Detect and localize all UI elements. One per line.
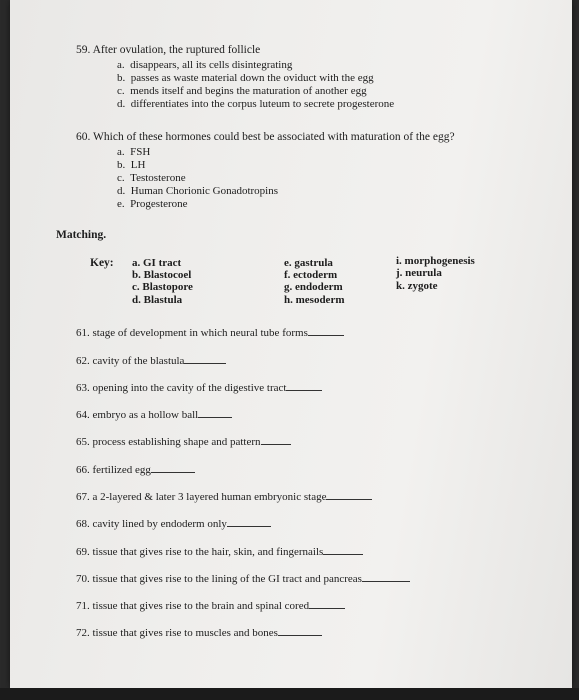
- matching-item-70: [76, 572, 410, 586]
- option-text: LH: [130, 159, 146, 171]
- q60-option-a: [117, 146, 150, 158]
- item-text: 68. cavity lined by endoderm only: [76, 518, 227, 530]
- option-text: Progesterone: [130, 198, 188, 210]
- option-letter: c.: [117, 172, 125, 184]
- answer-blank[interactable]: [184, 354, 226, 364]
- key-item-e: e. gastrula: [284, 257, 333, 269]
- matching-item-67: [76, 490, 372, 504]
- key-item-i: i. morphogenesis: [396, 255, 475, 267]
- answer-blank[interactable]: [198, 408, 232, 418]
- answer-blank[interactable]: [286, 381, 322, 391]
- key-item-g: g. endoderm: [284, 281, 343, 293]
- answer-blank[interactable]: [326, 490, 372, 500]
- item-text: 64. embryo as a hollow ball: [76, 409, 199, 421]
- answer-blank[interactable]: [308, 326, 344, 336]
- option-letter: b.: [117, 159, 126, 171]
- matching-item-72: [76, 626, 322, 640]
- key-item-c: c. Blastopore: [132, 281, 193, 293]
- q60-option-b: [117, 159, 145, 171]
- matching-item-66: [76, 463, 195, 477]
- key-item-b: b. Blastocoel: [132, 269, 192, 281]
- answer-blank[interactable]: [261, 435, 291, 445]
- q59-option-d: [117, 98, 394, 110]
- matching-item-69: [76, 545, 363, 559]
- matching-heading: Matching.: [56, 229, 107, 241]
- option-text: disappears, all its cells disintegrating: [130, 59, 293, 71]
- option-text: FSH: [130, 146, 151, 158]
- key-item-h: h. mesoderm: [284, 294, 345, 306]
- key-label: Key:: [90, 257, 114, 269]
- key-item-d: d. Blastula: [132, 294, 183, 306]
- matching-item-63: [76, 381, 322, 395]
- option-letter: a.: [117, 146, 125, 158]
- q60-option-d: [117, 185, 278, 197]
- option-text: passes as waste material down the oviduct with the egg: [130, 72, 374, 84]
- item-text: 69. tissue that gives rise to the hair, skin, and fingernails: [76, 546, 324, 558]
- answer-blank[interactable]: [227, 517, 271, 527]
- key-item-k: k. zygote: [396, 280, 438, 292]
- background-edge: [0, 688, 579, 700]
- matching-item-65: [76, 435, 291, 449]
- option-letter: d.: [117, 98, 126, 110]
- answer-blank[interactable]: [309, 599, 345, 609]
- option-text: mends itself and begins the maturation of another egg: [130, 85, 367, 97]
- key-item-a: a. GI tract: [132, 257, 182, 269]
- matching-item-64: [76, 408, 232, 422]
- matching-item-61: [76, 326, 344, 340]
- matching-item-62: [76, 354, 226, 368]
- item-text: 66. fertilized egg: [76, 464, 151, 476]
- matching-item-71: [76, 599, 345, 613]
- q59-option-c: [117, 85, 367, 97]
- item-text: 67. a 2-layered & later 3 layered human embryonic stage: [76, 491, 327, 503]
- answer-blank[interactable]: [362, 572, 410, 582]
- option-text: Testosterone: [130, 172, 186, 184]
- key-item-f: f. ectoderm: [284, 269, 338, 281]
- matching-item-68: [76, 517, 271, 531]
- option-letter: e.: [117, 198, 125, 210]
- answer-blank[interactable]: [323, 545, 363, 555]
- item-text: 70. tissue that gives rise to the lining of the GI tract and pancreas: [76, 573, 362, 585]
- q59-option-a: [117, 59, 292, 71]
- item-text: 71. tissue that gives rise to the brain and spinal cored: [76, 600, 310, 612]
- q60-option-c: [117, 172, 186, 184]
- option-letter: c.: [117, 85, 125, 97]
- item-text: 72. tissue that gives rise to muscles and bones: [76, 627, 278, 639]
- answer-blank[interactable]: [278, 626, 322, 636]
- question-59-stem: 59. After ovulation, the ruptured follicle: [76, 44, 261, 56]
- option-text: differentiates into the corpus luteum to secrete progesterone: [130, 98, 395, 110]
- q59-option-b: [117, 72, 374, 84]
- option-letter: b.: [117, 72, 126, 84]
- item-text: 61. stage of development in which neural tube forms: [76, 327, 308, 339]
- key-item-j: j. neurula: [396, 267, 442, 279]
- question-60-stem: 60. Which of these hormones could best be associated with maturation of the egg?: [76, 131, 455, 143]
- option-letter: d.: [117, 185, 126, 197]
- option-letter: a.: [117, 59, 125, 71]
- item-text: 65. process establishing shape and pattern: [76, 436, 261, 448]
- item-text: 63. opening into the cavity of the digestive tract: [76, 382, 287, 394]
- answer-blank[interactable]: [151, 463, 195, 473]
- q60-option-e: [117, 198, 188, 210]
- item-text: 62. cavity of the blastula: [76, 355, 185, 367]
- option-text: Human Chorionic Gonadotropins: [130, 185, 279, 197]
